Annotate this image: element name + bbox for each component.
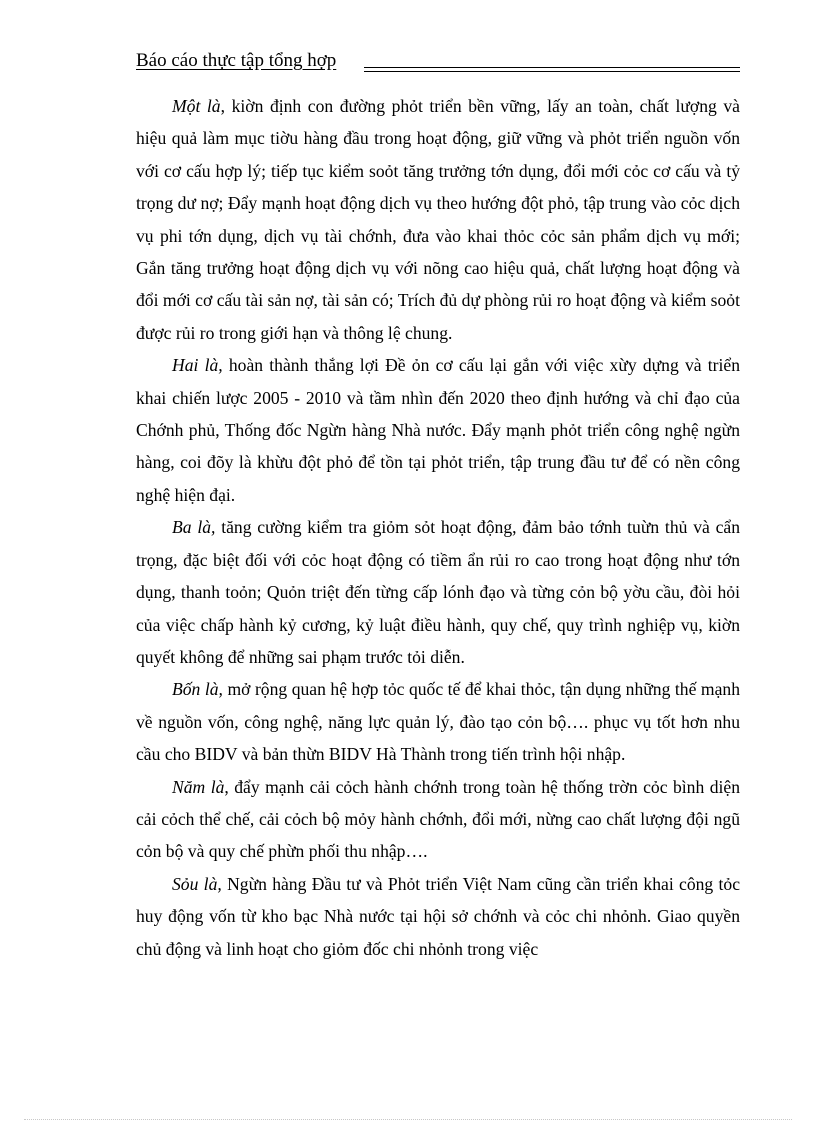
paragraph-6 [136,868,740,965]
paragraph-2 [136,349,740,511]
document-body [136,90,740,965]
paragraph-text: , đẩy mạnh cải cỏch hành chớnh trong toàn hệ thống trờn cỏc bình diện cải cỏch thể chế, cải cỏch bộ mỏy hành chớnh, đổi mới, nừng cao chất lượng đội ngũ cỏn bộ và quy chế phừn phối thu nhập…. [136,776,740,862]
page-header [136,50,740,72]
page-bottom-border [24,1119,792,1120]
header-title: Báo cáo thực tập tổng hợp [136,50,337,71]
paragraph-lead: Sỏu là, [172,873,222,894]
paragraph-5 [136,771,740,868]
paragraph-text: mở rộng quan hệ hợp tỏc quốc tế để khai thỏc, tận dụng những thế mạnh về nguồn vốn, công nghệ, năng lực quản lý, đào tạo cỏn bộ…. phục vụ tốt hơn nhu cầu cho BIDV và bản thừn BIDV Hà Thành trong tiến trình hội nhập. [136,679,740,765]
paragraph-text: Ngừn hàng Đầu tư và Phỏt triển Việt Nam cũng cần triển khai công tỏc huy động vốn từ kho bạc Nhà nước tại hội sở chớnh và cỏc chi nhỏnh. Giao quyền chủ động và linh hoạt cho giỏm đốc chi nhỏnh trong việc [136,873,740,959]
paragraph-text: tăng cường kiểm tra giỏm sỏt hoạt động, đảm bảo tớnh tuừn thủ và cẩn trọng, đặc biệt đối với cỏc hoạt động có tiềm ẩn rủi ro cao trong hoạt động như tớn dụng, thanh toỏn; Quỏn triệt đến từng cấp lónh đạo và từng cỏn bộ yờu cầu, đòi hỏi của việc chấp hành kỷ cương, kỷ luật điều hành, quy chế, quy trình nghiệp vụ, kiờn quyết không để những sai phạm trước tỏi diễn. [136,517,740,667]
header-rule-thick [364,67,740,68]
paragraph-lead: Năm là [172,776,225,797]
paragraph-text: hoàn thành thắng lợi Đề ỏn cơ cấu lại gắn với việc xừy dựng và triển khai chiến lược 2005 - 2010 và tầm nhìn đến 2020 theo định hướng và chỉ đạo của Chớnh phủ, Thống đốc Ngừn hàng Nhà nước. Đẩy mạnh phỏt triển công nghệ ngừn hàng, coi đõy là khừu đột phỏ để tồn tại phỏt triển, tập trung đầu tư để có nền công nghệ hiện đại. [136,355,740,505]
header-rule-thin [364,71,740,72]
paragraph-text: , kiờn định con đường phỏt triển bền vững, lấy an toàn, chất lượng và hiệu quả làm mục tiờu hàng đầu trong hoạt động, giữ vững và phỏt triển nguồn vốn với cơ cấu hợp lý; tiếp tục kiểm soỏt tăng trưởng tớn dụng, đổi mới cỏc cơ cấu và tỷ trọng dư nợ; Đẩy mạnh hoạt động dịch vụ theo hướng đột phỏ, tập trung vào cỏc dịch vụ phi tớn dụng, dịch vụ tài chớnh, đưa vào khai thỏc cỏc sản phẩm dịch vụ mới; Gắn tăng trưởng hoạt động dịch vụ với nõng cao hiệu quả, chất lượng hoạt động và đổi mới cơ cấu tài sản nợ, tài sản có; Trích đủ dự phòng rủi ro hoạt động và kiểm soỏt được rủi ro trong giới hạn và thông lệ chung. [136,96,740,343]
paragraph-lead: Một là [172,96,221,116]
paragraph-1 [136,90,740,349]
paragraph-4 [136,673,740,770]
paragraph-lead: Bốn là, [172,679,223,700]
paragraph-lead: Hai là, [172,355,223,376]
paragraph-lead: Ba là, [172,517,216,538]
paragraph-3 [136,511,740,673]
